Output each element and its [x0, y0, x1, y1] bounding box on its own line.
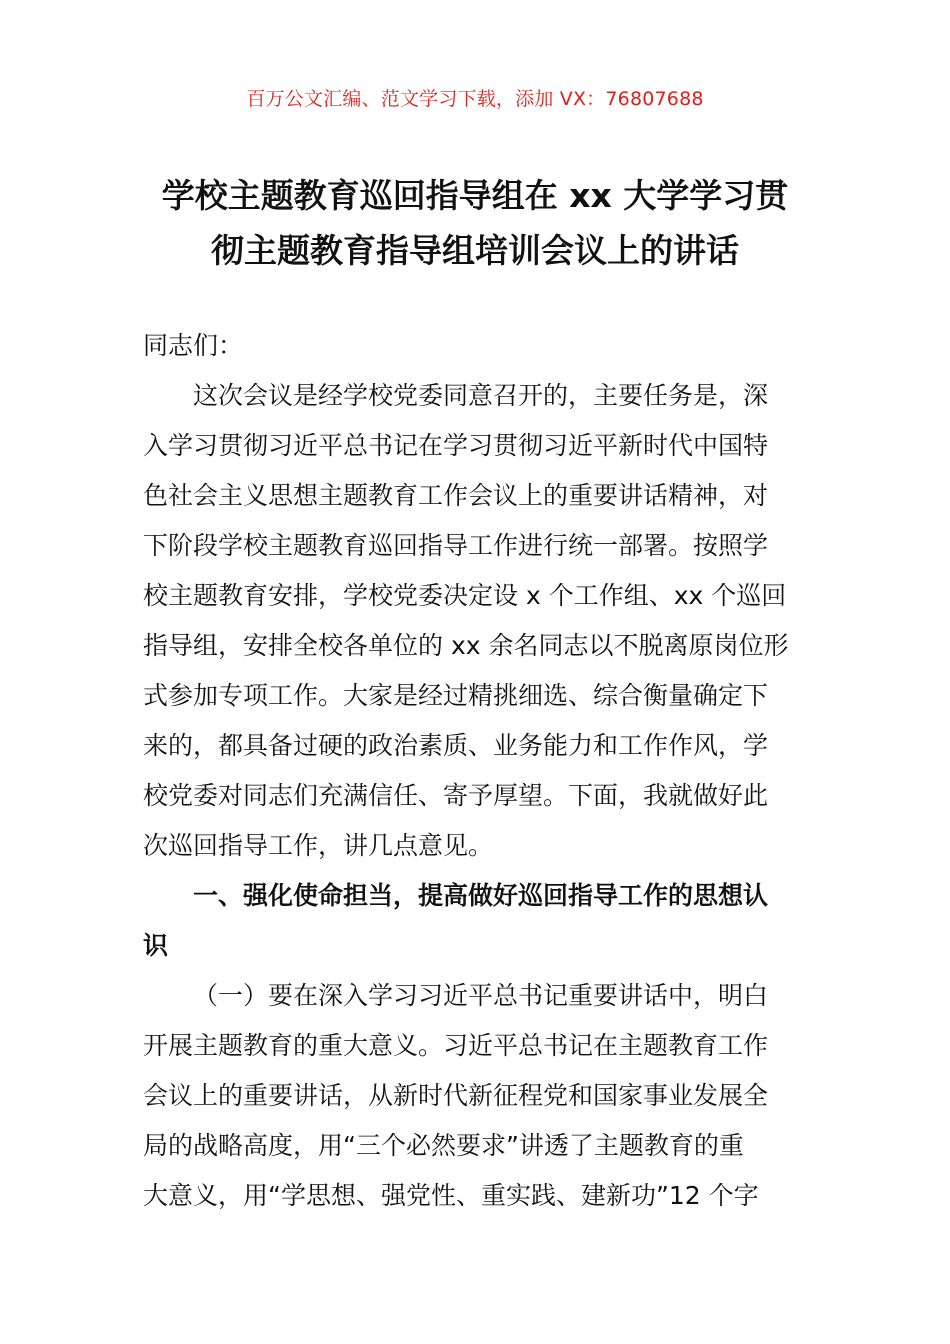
paragraph-1-line: 入学习贯彻习近平总书记在学习贯彻习近平新时代中国特 [143, 431, 769, 460]
salutation: 同志们： [143, 331, 244, 360]
paragraph-1-line: 式参加专项工作。大家是经过精挑细选、综合衡量确定下 [143, 681, 769, 710]
document-title [120, 168, 830, 278]
paragraph-1-line: 这次会议是经学校党委同意召开的，主要任务是，深 [193, 381, 769, 410]
paragraph-2-line: 局的战略高度，用“三个必然要求”讲透了主题教育的重 [143, 1131, 744, 1160]
paragraph-2-line: 开展主题教育的重大意义。习近平总书记在主题教育工作 [143, 1031, 769, 1060]
paragraph-1-line: 下阶段学校主题教育巡回指导工作进行统一部署。按照学 [143, 531, 769, 560]
paragraph-2-line: 会议上的重要讲话，从新时代新征程党和国家事业发展全 [143, 1081, 769, 1110]
paragraph-2-line: 大意义，用“学思想、强党性、重实践、建新功”12 个字 [143, 1181, 759, 1210]
paragraph-1-line: 色社会主义思想主题教育工作会议上的重要讲话精神，对 [143, 481, 769, 510]
paragraph-2-line: （一）要在深入学习习近平总书记重要讲话中，明白 [193, 981, 769, 1010]
section-heading-line: 识 [143, 931, 169, 960]
paragraph-1-line: 校主题教育安排，学校党委决定设 x 个工作组、xx 个巡回 [143, 581, 787, 610]
paragraph-1-line: 来的，都具备过硬的政治素质、业务能力和工作作风，学 [143, 731, 769, 760]
paragraph-1-line: 校党委对同志们充满信任、寄予厚望。下面，我就做好此 [143, 781, 769, 810]
paragraph-1-line: 指导组，安排全校各单位的 xx 余名同志以不脱离原岗位形 [143, 631, 789, 660]
paragraph-1-line: 次巡回指导工作，讲几点意见。 [143, 831, 494, 860]
section-heading-line: 一、强化使命担当，提高做好巡回指导工作的思想认 [193, 881, 769, 910]
title-line-1: 学校主题教育巡回指导组在 xx 大学学习贯 [161, 176, 789, 215]
title-line-2: 彻主题教育指导组培训会议上的讲话 [211, 231, 739, 270]
header-note: 百万公文汇编、范文学习下载，添加 VX：76807688 [246, 88, 704, 110]
